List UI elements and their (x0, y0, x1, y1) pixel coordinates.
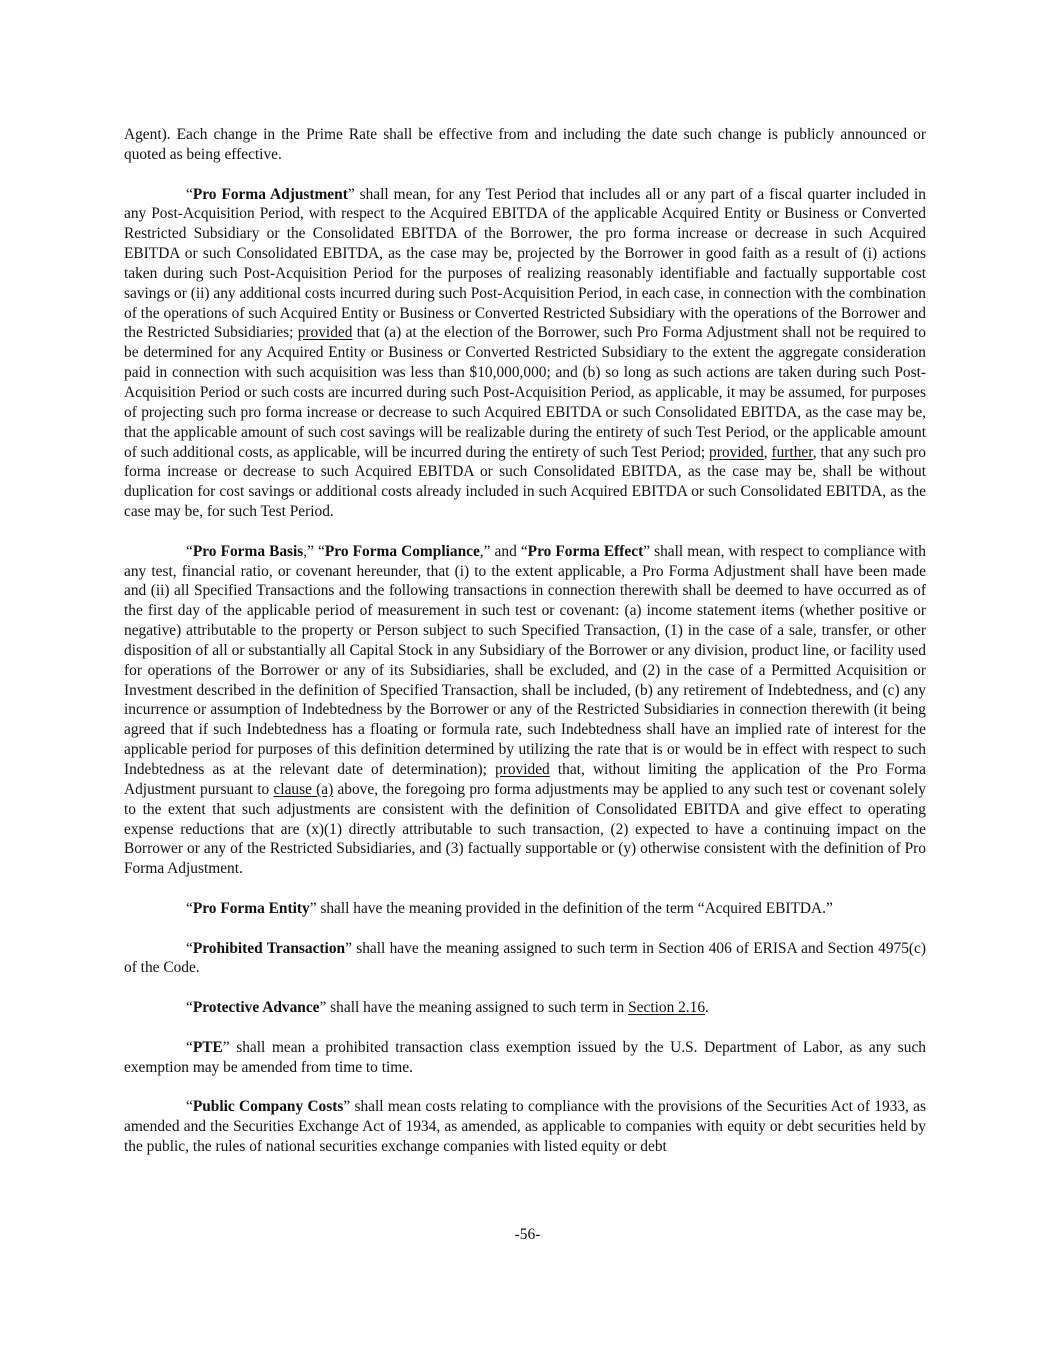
defined-term: Pro Forma Basis (192, 542, 304, 560)
document-body (124, 125, 926, 1157)
paragraph (124, 542, 926, 879)
paragraph-text: “ (186, 999, 193, 1017)
page-number: -56- (514, 1226, 541, 1243)
paragraph (124, 939, 926, 979)
paragraph-text: ” shall mean costs relating to compliance with the provisions of the Securities Act of 1933, as amended and the Securities Exchange Act of 1934, as amended, as applicable to companies with equity or debt securities held by the public, the rules of national securities exchange companies with listed equity or debt (124, 1098, 926, 1156)
underlined-term: clause (a) (273, 780, 334, 798)
paragraph-text: ” shall have the meaning assigned to such term in (319, 999, 629, 1017)
paragraph-text: ” shall mean, for any Test Period that includes all or any part of a fiscal quarter included in any Post-Acquisition Period, with respect to the Acquired EBITDA of the applicable Acquired Entity or Business or Converted Restricted Subsidiary or the Consolidated EBITDA of the Borrower, the pro forma increase or decrease in such Acquired EBITDA or such Consolidated EBITDA, as the case may be, projected by the Borrower in good faith as a result of (i) actions taken during such Post-Acquisition Period for the purposes of realizing reasonably identifiable and factually supportable cost savings or (ii) any additional costs incurred during such Post-Acquisition Period, in each case, in connection with the combination of the operations of such Acquired Entity or Business or Converted Restricted Subsidiary with the operations of the Borrower and the Restricted Subsidiaries; (124, 185, 926, 342)
paragraph (124, 899, 926, 919)
paragraph (124, 998, 926, 1018)
paragraph-text: that, without limiting the application of the Pro Forma Adjustment pursuant to (124, 761, 926, 798)
defined-term: PTE (192, 1038, 223, 1056)
paragraph-text: “ (186, 1098, 193, 1116)
paragraph (124, 125, 926, 165)
underlined-term: Section 2.16 (628, 999, 706, 1017)
defined-term: Pro Forma Compliance (324, 542, 480, 560)
defined-term: Protective Advance (192, 999, 320, 1017)
paragraph-text: ,” and “ (479, 542, 528, 560)
paragraph-text: ” shall have the meaning assigned to such term in Section 406 of ERISA and Section 4975(c) of the Code. (124, 939, 926, 977)
underlined-term: further (771, 443, 813, 461)
paragraph-text: ” shall mean a prohibited transaction class exemption issued by the U.S. Department of Labor, as any such exemption may be amended from time to time. (124, 1038, 926, 1076)
paragraph-text: , (763, 443, 772, 461)
paragraph-text: “ (186, 939, 193, 957)
paragraph-text: that (a) at the election of the Borrower, such Pro Forma Adjustment shall not be required to be determined for any Acquired Entity or Business or Converted Restricted Subsidiary to the extent the aggregate consideration paid in connection with such acquisition was less than $10,000,000; and (b) so long as such actions are taken during such Post-Acquisition Period or such costs are incurred during such Post-Acquisition Period, as applicable, it may be assumed, for purposes of projecting such pro forma increase or decrease to such Acquired EBITDA or such Consolidated EBITDA, as the case may be, that the applicable amount of such cost savings will be realizable during the entirety of such Test Period, or the applicable amount of such additional costs, as applicable, will be incurred during the entirety of such Test Period; (124, 324, 926, 461)
paragraph-text: ,” “ (303, 542, 325, 560)
defined-term: Pro Forma Entity (192, 899, 310, 917)
paragraph-text: “ (186, 542, 193, 560)
paragraph-text: “ (186, 899, 193, 917)
paragraph-text: , that any such pro forma increase or decrease to such Acquired EBITDA or such Consolidated EBITDA, as the case may be, shall be without duplication for cost savings or additional costs already included in such Acquired EBITDA or such Consolidated EBITDA, as the case may be, for such Test Period. (124, 443, 926, 521)
paragraph-text: “ (186, 1038, 193, 1056)
defined-term: Public Company Costs (192, 1098, 344, 1116)
defined-term: Pro Forma Effect (527, 542, 644, 560)
paragraph-text: . (705, 999, 709, 1017)
paragraph-text: Agent). Each change in the Prime Rate shall be effective from and including the date such change is publicly announced or quoted as being effective. (124, 126, 926, 163)
paragraph-text: ” shall mean, with respect to compliance with any test, financial ratio, or covenant hereunder, that (i) to the extent applicable, a Pro Forma Adjustment shall have been made and (ii) all Specified Transactions and the following transactions in connection therewith shall be deemed to have occurred as of the first day of the applicable period of measurement in such test or covenant: (a) income statement items (whether positive or negative) attributable to the property or Person subject to such Specified Transaction, (1) in the case of a sale, transfer, or other disposition of all or substantially all Capital Stock in any Subsidiary of the Borrower or any division, product line, or facility used for operations of the Borrower or any of its Subsidiaries, shall be excluded, and (2) in the case of a Permitted Acquisition or Investment described in the definition of Specified Transaction, shall be included, (b) any retirement of Indebtedness, and (c) any incurrence or assumption of Indebtedness by the Borrower or any of the Restricted Subsidiaries in connection therewith (it being agreed that if such Indebtedness has a floating or formula rate, such Indebtedness shall have an implied rate of interest for the applicable period for purposes of this definition determined by utilizing the rate that is or would be in effect with respect to such Indebtedness as at the relevant date of determination); (124, 542, 927, 778)
paragraph-text: above, the foregoing pro forma adjustments may be applied to any such test or covenant solely to the extent that such adjustments are consistent with the definition of Consolidated EBITDA and give effect to operating expense reductions that are (x)(1) directly attributable to such transaction, (2) expected to have a continuing impact on the Borrower or any of the Restricted Subsidiaries, and (3) factually supportable or (y) otherwise consistent with the definition of Pro Forma Adjustment. (124, 780, 927, 878)
underlined-term: provided (709, 443, 764, 461)
paragraph-text: “ (186, 185, 193, 203)
defined-term: Pro Forma Adjustment (192, 185, 348, 203)
paragraph (124, 1038, 926, 1078)
defined-term: Prohibited Transaction (192, 939, 346, 957)
underlined-term: provided (495, 761, 550, 778)
paragraph (124, 1097, 926, 1157)
paragraph (124, 185, 926, 522)
paragraph-text: ” shall have the meaning provided in the definition of the term “Acquired EBITDA.” (309, 899, 833, 917)
underlined-term: provided (297, 324, 353, 342)
